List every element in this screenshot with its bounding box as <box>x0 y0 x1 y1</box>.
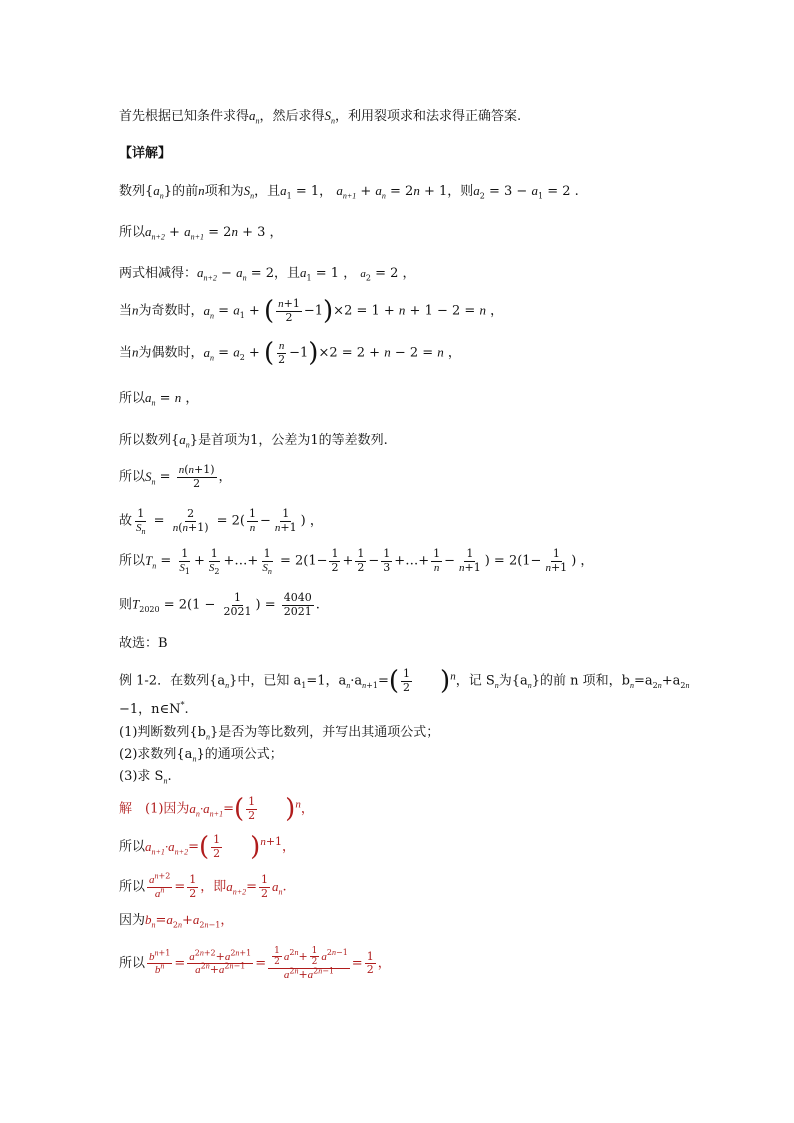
text: (1)判断数列{b <box>119 725 207 740</box>
answer-text: 故选：B <box>119 636 168 651</box>
text: ，则 <box>447 184 474 199</box>
line-an: 所以$a_n = n$ ， <box>119 390 199 408</box>
text: ，即 <box>200 879 227 895</box>
text: 为奇数时， <box>138 303 204 319</box>
solution-1: 解 (1)因为$a_n\cdot a_{n+1}=$( $\frac{1}{2}$ )$^n$， <box>119 794 314 825</box>
text: (3)求 S <box>119 769 164 784</box>
question-3: (3)求 $S_n$. <box>119 769 172 786</box>
text: =1，a <box>306 673 347 689</box>
text: 所以数列 <box>119 433 172 448</box>
value: 1 <box>310 433 319 448</box>
line-shift: 所以$a_{n+2} + a_{n+1} = 2n + 3$ ， <box>119 224 283 242</box>
text: }的通项公式； <box>196 747 283 762</box>
text: 是首项为 <box>198 433 251 448</box>
text: ，且 <box>254 184 281 199</box>
text: 因为 <box>119 913 146 928</box>
text: }中，已知 a <box>229 673 302 689</box>
text: 所以 <box>119 391 146 406</box>
text: 当 <box>119 345 133 361</box>
text: 为偶数时， <box>138 345 204 361</box>
text: 故 <box>119 513 133 529</box>
intro-line: 首先根据已知条件求得$a_n$，然后求得$S_n$，利用裂项求和法求得正确答案. <box>119 108 522 126</box>
text: 项和为 <box>204 184 244 199</box>
text: ，记 S <box>455 673 495 689</box>
line-t2020: 则$T_{2020} = 2(1$ − $\frac{1}{2021}$ ) = $\frac{4040}{2021}$ . <box>119 591 320 618</box>
value: 1 <box>250 433 259 448</box>
text: 所以 <box>119 469 146 485</box>
text: −1，n∈N <box>119 702 181 717</box>
text: 例 1-2．在数列{a <box>119 673 226 689</box>
text: 所以 <box>119 839 146 855</box>
solution-3: 所以 $\frac{a^{n+2}}{a^n}$ = $\frac{1}{2}$ ，即$a_{n+2}=$ $\frac{1}{2}$ $a_n$. <box>119 871 287 900</box>
question-2: (2)求数列$\{a_n\}$的通项公式； <box>119 747 283 764</box>
text: 的前 <box>172 184 199 199</box>
text: 则 <box>119 597 133 613</box>
line-sequence-def: 数列$\{a_n\}$的前n项和为$S_n$，且$a_1 = 1$， $a_{n+1} + a_n = 2n + 1$，则$a_2 = 3 - a_1 = 2$ . <box>119 183 579 201</box>
text: }是否为等比数列，并写出其通项公式； <box>210 725 440 740</box>
text: ，公差为 <box>258 433 311 448</box>
text: 解 (1)因为 <box>119 801 190 817</box>
text: 所以 <box>119 956 146 972</box>
text: =a <box>634 673 653 689</box>
question-1: (1)判断数列$\{b_n\}$是否为等比数列，并写出其通项公式； <box>119 725 440 742</box>
text: 当 <box>119 303 133 319</box>
text: 的等差数列. <box>318 433 388 448</box>
example-title-cont: −1，n∈N*. <box>119 700 189 717</box>
text: ，且 <box>274 266 301 281</box>
detail-heading <box>119 146 171 162</box>
line-arith: 所以数列$\{a_n\}$是首项为1，公差为1的等差数列. <box>119 432 388 450</box>
line-odd: 当n为奇数时，$a_n = a_1$ + ( $\frac{n+1}{2}$ −1)×2 = 1 + n + 1 − 2 = n ， <box>119 296 504 327</box>
text: (2)求数列{a <box>119 747 193 762</box>
text: ，然后求得 <box>259 109 325 124</box>
example-title: 例 1-2．在数列$\{a_n\}$中，已知 $a_1=1$，$a_n\cdot a_{n+1}=$( $\frac{1}{2}$ )$^n$，记 $S_n$为$\{a_n\}$的前 n 项和，$b_n=a_{2n}+a_{2n}$ <box>119 666 690 697</box>
text: 所以 <box>119 553 146 569</box>
solution-2: 所以$a_{n+1}\cdot a_{n+2}=$( $\frac{1}{2}$ )$^{n+1}$， <box>119 832 296 863</box>
line-reciprocal: 故 $\frac{1}{S_n}$ = $\frac{2}{n(n+1)}$ = 2( $\frac{1}{n}$ − $\frac{1}{n+1}$ ) ， <box>119 507 323 536</box>
line-sn: 所以$S_n$ = $\frac{n(n+1)}{2}$ ， <box>119 463 232 490</box>
text: 两式相减得： <box>119 266 198 281</box>
text: +a <box>661 673 681 689</box>
solution-5: 所以 $\frac{b^{n+1}}{b^n}$ = $\frac{a^{2n+2}+a^{2n+1}}{a^{2n}+a^{2n-1}}$ = $\frac{1}{2}$ $a^{2n}+$ $\frac{1}{2}$ $a^{2n-1}$ $a^{2n}+a^{2n-1}$ = $\frac{1}{2}$ ， <box>119 946 391 981</box>
text: 所以 <box>119 225 146 240</box>
text: 首先根据已知条件求得 <box>119 109 250 124</box>
text: 为{a <box>498 673 528 689</box>
solution-4: 因为$b_n=a_{2n}+a_{2n-1}$， <box>119 912 234 930</box>
answer-line <box>119 636 168 652</box>
text: ， <box>319 184 333 199</box>
text: ，利用裂项求和法求得正确答案. <box>335 109 522 124</box>
text: 所以 <box>119 879 146 895</box>
heading-text: 【详解】 <box>119 146 172 161</box>
text: }的前 n 项和，b <box>531 673 630 689</box>
line-tn: 所以$T_n$ = $\frac{1}{S_1}$ + $\frac{1}{S_2}$ +…+ $\frac{1}{S_n}$ = 2(1− $\frac{1}{2}$ + $\frac{1}{2}$ − $\frac{1}{3}$ +…+ $\frac{1}{n}$ − $\frac{1}{n+1}$ ) = 2(1− $\frac{1}{n+1}$ ) ， <box>119 547 594 576</box>
text: ·a <box>350 673 363 689</box>
line-even: 当n为偶数时，$a_n = a_2$ + ( $\frac{n}{2}$ −1)×2 = 2 + n − 2 = n ， <box>119 338 461 369</box>
line-subtract: 两式相减得：$a_{n+2} - a_n = 2$，且$a_1 = 1$ ， $a_2 = 2$ ， <box>119 265 416 283</box>
text: 数列 <box>119 184 146 199</box>
